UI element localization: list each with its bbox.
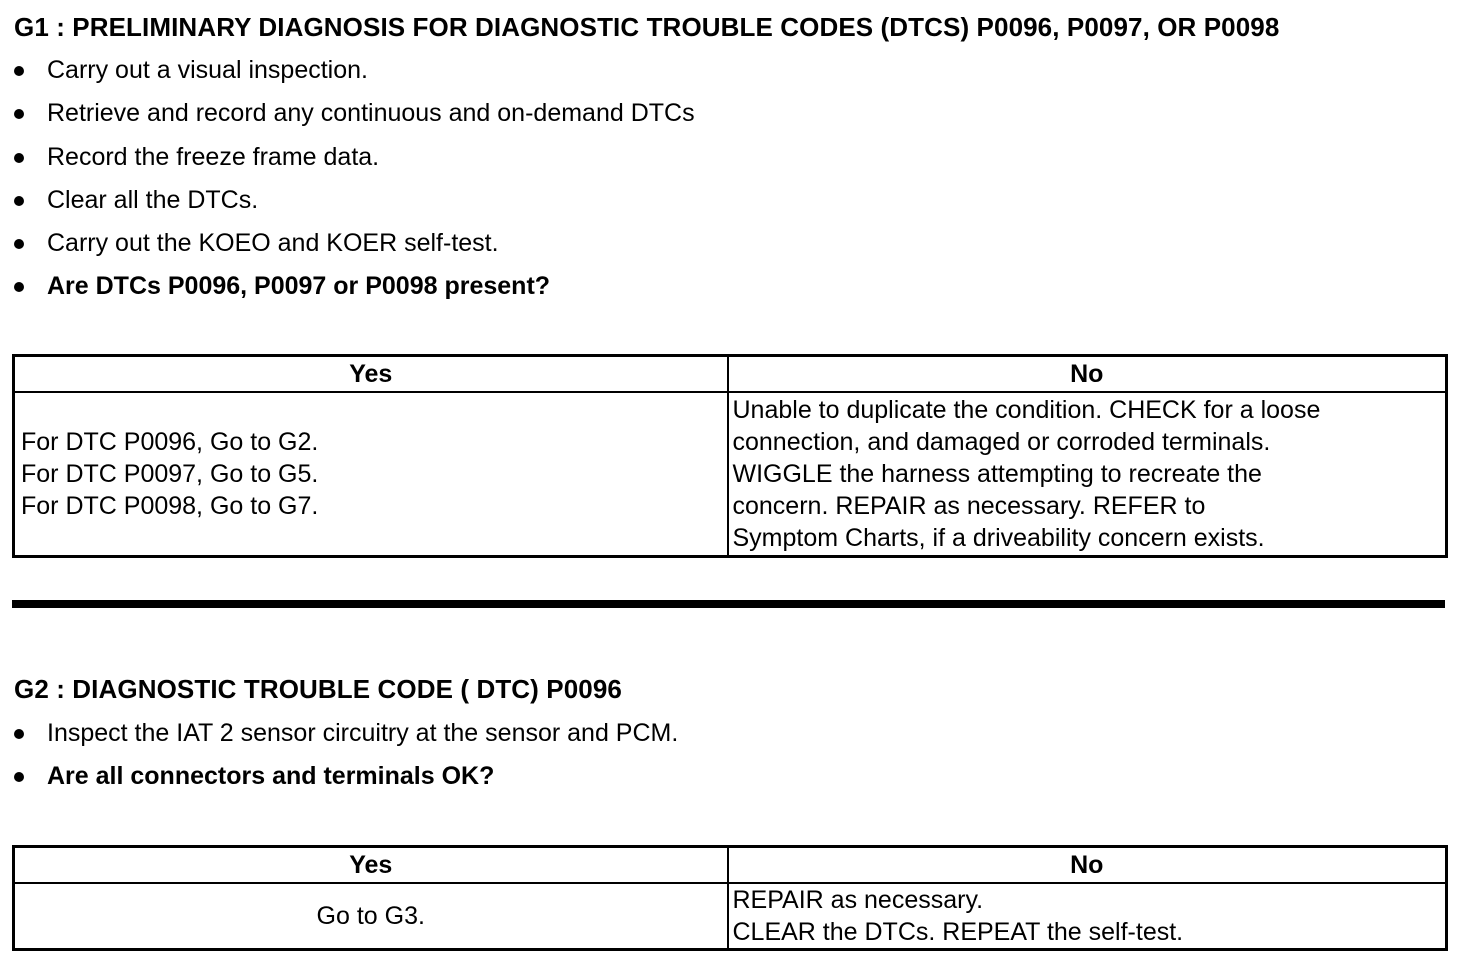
g1-question xyxy=(14,272,695,315)
g1-yes-cell xyxy=(14,392,728,556)
g1-no-line: Unable to duplicate the condition. CHECK for a loose xyxy=(732,395,1321,424)
g2-heading: G2 : DIAGNOSTIC TROUBLE CODE ( DTC) P0096 xyxy=(14,674,622,704)
g1-step-text: Clear all the DTCs. xyxy=(47,185,259,214)
g1-step-clear-dtcs xyxy=(14,186,695,229)
g1-yes-line: For DTC P0096, Go to G2. xyxy=(21,427,319,456)
g2-step-text: Inspect the IAT 2 sensor circuitry at the sensor and PCM. xyxy=(47,719,679,747)
g2-no-header: No xyxy=(728,847,1447,884)
g1-no-line: Symptom Charts, if a driveability concern exists. xyxy=(732,523,1265,552)
g1-question-text: Are DTCs P0096, P0097 or P0098 present? xyxy=(47,272,551,301)
bullet-icon xyxy=(14,282,24,292)
g1-no-line: connection, and damaged or corroded terminals. xyxy=(732,427,1271,456)
bullet-icon xyxy=(14,66,24,76)
g2-no-cell xyxy=(728,883,1447,950)
g2-yes-line: Go to G3. xyxy=(316,902,425,930)
g2-question-text: Are all connectors and terminals OK? xyxy=(47,762,495,791)
g1-step-text: Carry out the KOEO and KOER self-test. xyxy=(47,229,499,258)
g1-step-retrieve-dtcs xyxy=(14,99,695,142)
g1-no-line: concern. REPAIR as necessary. REFER to xyxy=(732,491,1206,520)
g1-no-line: WIGGLE the harness attempting to recreate the xyxy=(732,459,1262,488)
g1-decision-table xyxy=(12,354,1448,558)
bullet-icon xyxy=(14,772,24,782)
g1-yes-line: For DTC P0098, Go to G7. xyxy=(21,491,319,520)
g2-yes-cell xyxy=(14,883,728,950)
g2-no-line: REPAIR as necessary. xyxy=(732,886,984,914)
bullet-icon xyxy=(14,729,24,739)
g1-yes-header: Yes xyxy=(14,356,728,393)
g1-step-text: Carry out a visual inspection. xyxy=(47,56,368,84)
g2-no-line: CLEAR the DTCs. REPEAT the self-test. xyxy=(732,918,1184,946)
g1-heading: G1 : PRELIMINARY DIAGNOSIS FOR DIAGNOSTIC TROUBLE CODES (DTCS) P0096, P0097, OR P0098 xyxy=(14,12,1280,42)
g1-step-self-test xyxy=(14,229,695,272)
g1-no-header: No xyxy=(728,356,1447,393)
g1-step-text: Retrieve and record any continuous and on-demand DTCs xyxy=(47,99,695,128)
g1-step-freeze-frame xyxy=(14,143,695,186)
bullet-icon xyxy=(14,196,24,206)
g1-no-cell xyxy=(728,392,1447,556)
g2-yes-header: Yes xyxy=(14,847,728,884)
g1-yes-line: For DTC P0097, Go to G5. xyxy=(21,459,319,488)
g2-step-inspect-circuitry xyxy=(14,719,678,762)
bullet-icon xyxy=(14,239,24,249)
g2-decision-table xyxy=(12,845,1448,951)
g1-step-text: Record the freeze frame data. xyxy=(47,142,380,171)
section-divider xyxy=(12,600,1445,608)
g2-step-list xyxy=(14,719,678,806)
g1-step-list xyxy=(14,56,695,316)
bullet-icon xyxy=(14,153,24,163)
g1-step-visual-inspection xyxy=(14,56,695,99)
bullet-icon xyxy=(14,109,24,119)
g2-question xyxy=(14,762,678,805)
